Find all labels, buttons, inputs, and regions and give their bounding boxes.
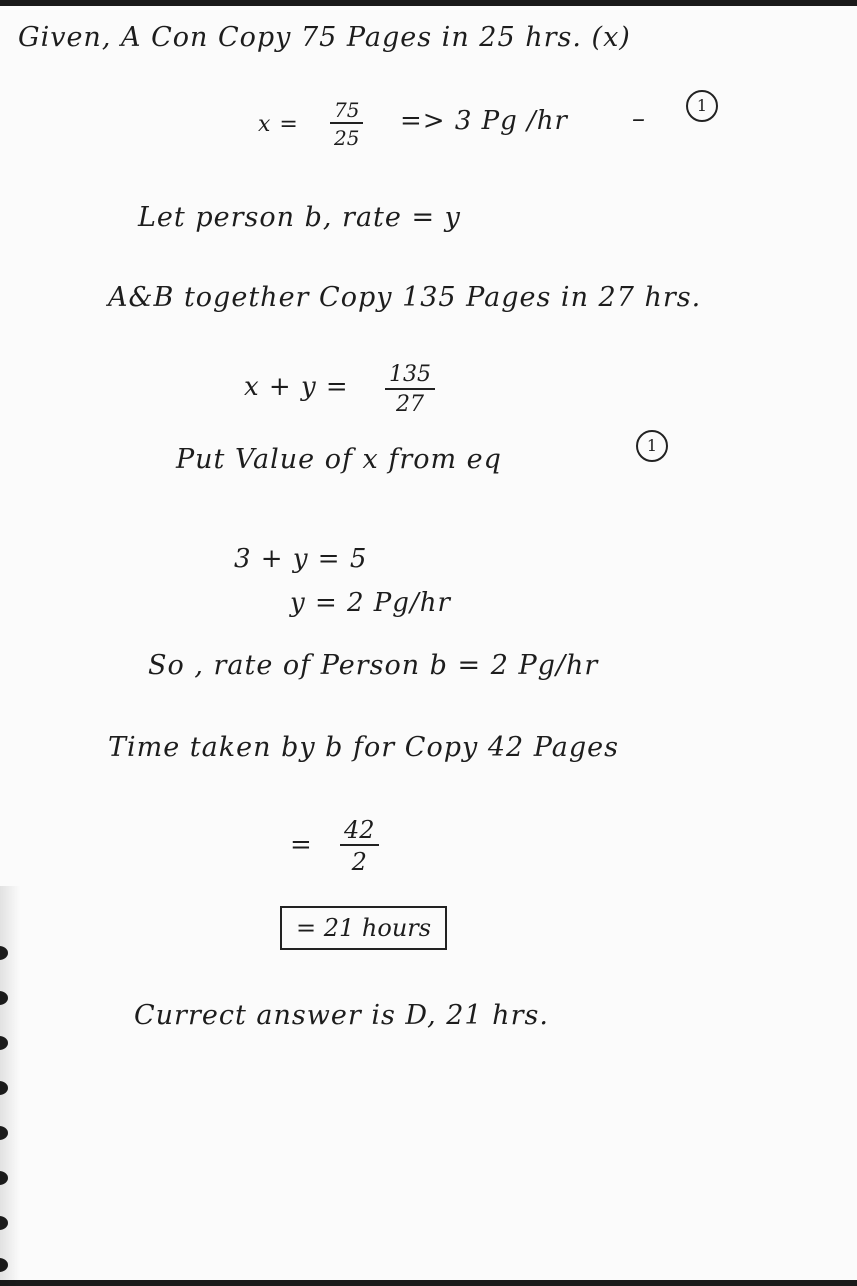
fraction-numerator: 42 [340, 818, 379, 846]
fraction-42-2 [340, 818, 379, 874]
fraction-numerator: 135 [385, 364, 435, 390]
together-line: A&B together Copy 135 Pages in 27 hrs. [108, 282, 702, 313]
time-taken-line: Time taken by b for Copy 42 Pages [108, 732, 619, 763]
given-line: Given, A Con Copy 75 Pages in 25 hrs. (x) [18, 22, 631, 53]
step-2: y = 2 Pg/hr [290, 588, 451, 618]
fraction-75-25 [330, 100, 363, 148]
boxed-answer: = 21 hours [280, 906, 447, 950]
dash: – [632, 104, 646, 134]
fraction-denominator: 27 [396, 392, 424, 417]
final-answer-line: Currect answer is D, 21 hrs. [134, 1000, 549, 1031]
fraction-denominator: 25 [334, 126, 360, 150]
x-result: => 3 Pg /hr [400, 106, 568, 136]
fraction-135-27 [385, 364, 435, 416]
put-value-line: Put Value of x from eq [176, 444, 502, 475]
notebook-page [0, 6, 857, 1280]
equation-marker-1-ref: 1 [636, 430, 668, 462]
fraction-numerator: 75 [330, 100, 363, 124]
equation-marker-1: 1 [686, 90, 718, 122]
step-1: 3 + y = 5 [234, 544, 368, 574]
equals-sign: = [290, 830, 313, 860]
let-line: Let person b, rate = y [138, 202, 461, 233]
fraction-denominator: 2 [351, 848, 367, 876]
x-label: x = [258, 112, 299, 137]
xy-label: x + y = [244, 372, 349, 402]
rate-line: So , rate of Person b = 2 Pg/hr [148, 650, 599, 681]
